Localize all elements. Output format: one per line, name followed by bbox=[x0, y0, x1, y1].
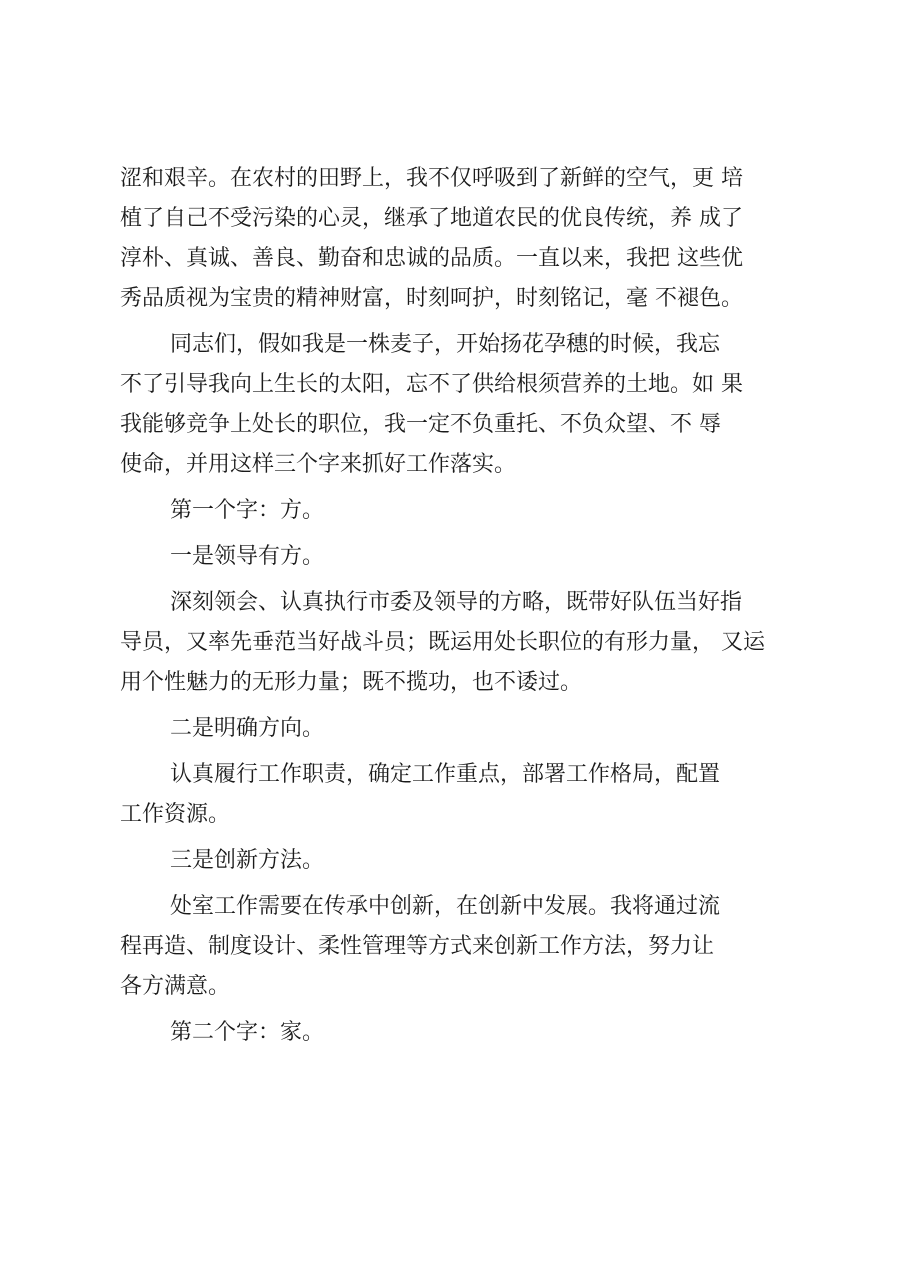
subsection-heading: 三是创新方法。 bbox=[170, 848, 325, 873]
paragraph-line: 涩和艰辛。在农村的田野上，我不仅呼吸到了新鲜的空气，更 培 bbox=[120, 166, 743, 191]
paragraph-line: 同志们，假如我是一株麦子，开始扬花孕穗的时候，我忘 bbox=[170, 332, 721, 357]
paragraph-line: 淳朴、真诚、善良、勤奋和忠诚的品质。一直以来，我把 这些优 bbox=[120, 246, 743, 271]
paragraph-line: 植了自己不受污染的心灵，继承了地道农民的优良传统，养 成了 bbox=[120, 206, 743, 231]
paragraph-line: 各方满意。 bbox=[120, 974, 231, 999]
paragraph-line: 处室工作需要在传承中创新，在创新中发展。我将通过流 bbox=[170, 894, 721, 919]
paragraph-line: 秀品质视为宝贵的精神财富，时刻呵护，时刻铭记，毫 不褪色。 bbox=[120, 286, 743, 311]
paragraph-line: 深刻领会、认真执行市委及领导的方略，既带好队伍当好指 bbox=[170, 590, 743, 615]
section-heading: 第二个字：家。 bbox=[170, 1020, 325, 1045]
paragraph-line: 导员，又率先垂范当好战斗员；既运用处长职位的有形力量， 又运 bbox=[120, 630, 765, 655]
section-heading: 第一个字：方。 bbox=[170, 498, 325, 523]
paragraph-line: 认真履行工作职责，确定工作重点，部署工作格局，配置 bbox=[170, 762, 721, 787]
subsection-heading: 一是领导有方。 bbox=[170, 544, 325, 569]
paragraph-line: 程再造、制度设计、柔性管理等方式来创新工作方法，努力让 bbox=[120, 934, 715, 959]
paragraph-line: 工作资源。 bbox=[120, 802, 231, 827]
paragraph-line: 使命，并用这样三个字来抓好工作落实。 bbox=[120, 452, 517, 477]
subsection-heading: 二是明确方向。 bbox=[170, 716, 325, 741]
document-body bbox=[120, 159, 810, 1053]
paragraph-line: 我能够竞争上处长的职位，我一定不负重托、不负众望、不 辱 bbox=[120, 412, 721, 437]
paragraph-line: 不了引导我向上生长的太阳，忘不了供给根须营养的土地。如 果 bbox=[120, 372, 743, 397]
paragraph-line: 用个性魅力的无形力量；既不揽功，也不诿过。 bbox=[120, 670, 583, 695]
